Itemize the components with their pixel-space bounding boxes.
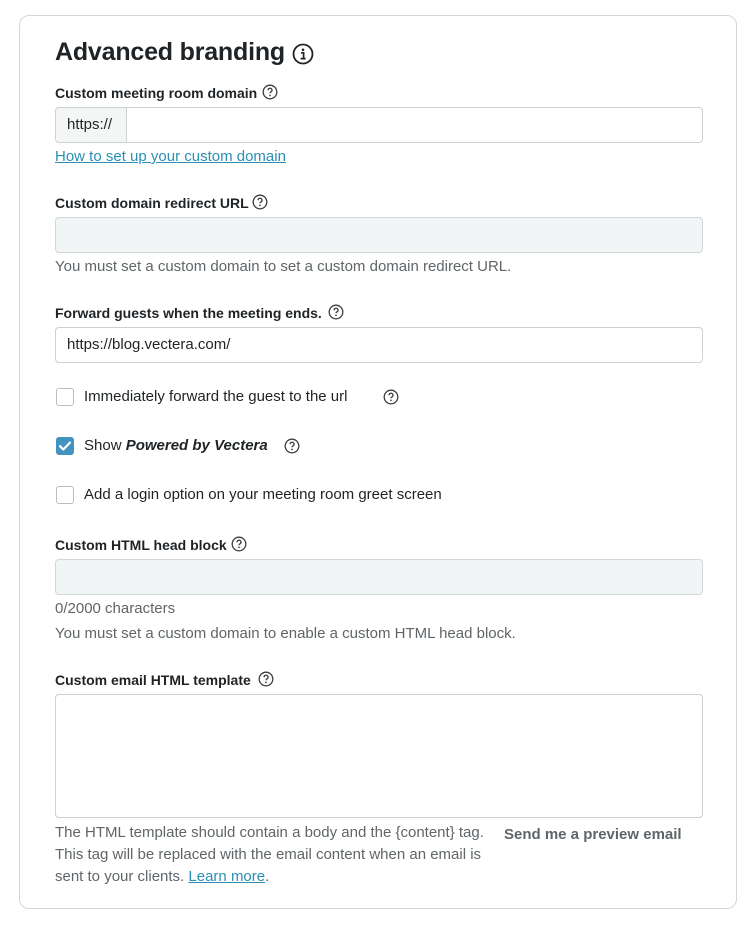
login-option-checkbox[interactable] — [56, 486, 74, 504]
send-preview-email-button[interactable]: Send me a preview email — [504, 826, 682, 843]
custom-domain-help-link[interactable]: How to set up your custom domain — [55, 148, 286, 165]
html-head-counter: 0/2000 characters — [55, 600, 176, 617]
redirect-url-hint: You must set a custom domain to set a custom domain redirect URL. — [55, 258, 512, 275]
email-template-description: The HTML template should contain a body and the {content} tag. This tag will be replaced with the email content when an email is sent to your clients. — [55, 824, 484, 885]
redirect-url-input — [55, 217, 703, 253]
email-template-description-block — [55, 822, 485, 888]
question-help-icon[interactable] — [252, 194, 268, 210]
question-help-icon[interactable] — [284, 438, 300, 454]
show-powered-by-brand: Powered by Vectera — [125, 437, 268, 454]
html-head-label: Custom HTML head block — [55, 537, 227, 553]
info-circle-icon[interactable] — [292, 43, 314, 65]
question-help-icon[interactable] — [328, 304, 344, 320]
email-template-textarea[interactable] — [55, 694, 703, 818]
immediately-forward-checkbox[interactable] — [56, 388, 74, 406]
forward-guests-label: Forward guests when the meeting ends. — [55, 305, 322, 321]
learn-more-link[interactable]: Learn more — [188, 868, 266, 885]
url-prefix: https:// — [56, 108, 127, 142]
question-help-icon[interactable] — [383, 389, 399, 405]
html-head-hint: You must set a custom domain to enable a custom HTML head block. — [55, 625, 516, 642]
immediately-forward-label[interactable]: Immediately forward the guest to the url — [84, 388, 348, 405]
question-help-icon[interactable] — [258, 671, 274, 687]
custom-domain-input[interactable] — [55, 107, 703, 143]
question-help-icon[interactable] — [231, 536, 247, 552]
show-powered-by-checkbox[interactable] — [56, 437, 74, 455]
checkmark-icon — [56, 437, 74, 455]
email-template-label: Custom email HTML template — [55, 672, 251, 688]
forward-guests-input[interactable] — [55, 327, 703, 363]
html-head-input — [55, 559, 703, 595]
section-title: Advanced branding — [55, 38, 285, 66]
show-powered-by-label[interactable] — [84, 437, 268, 454]
show-powered-by-prefix: Show — [84, 437, 126, 454]
forward-guests-value: https://blog.vectera.com/ — [67, 336, 231, 353]
redirect-url-label: Custom domain redirect URL — [55, 195, 249, 211]
custom-domain-label: Custom meeting room domain — [55, 85, 258, 101]
login-option-label[interactable]: Add a login option on your meeting room greet screen — [84, 486, 442, 503]
description-period: . — [265, 868, 270, 885]
question-help-icon[interactable] — [262, 84, 278, 100]
